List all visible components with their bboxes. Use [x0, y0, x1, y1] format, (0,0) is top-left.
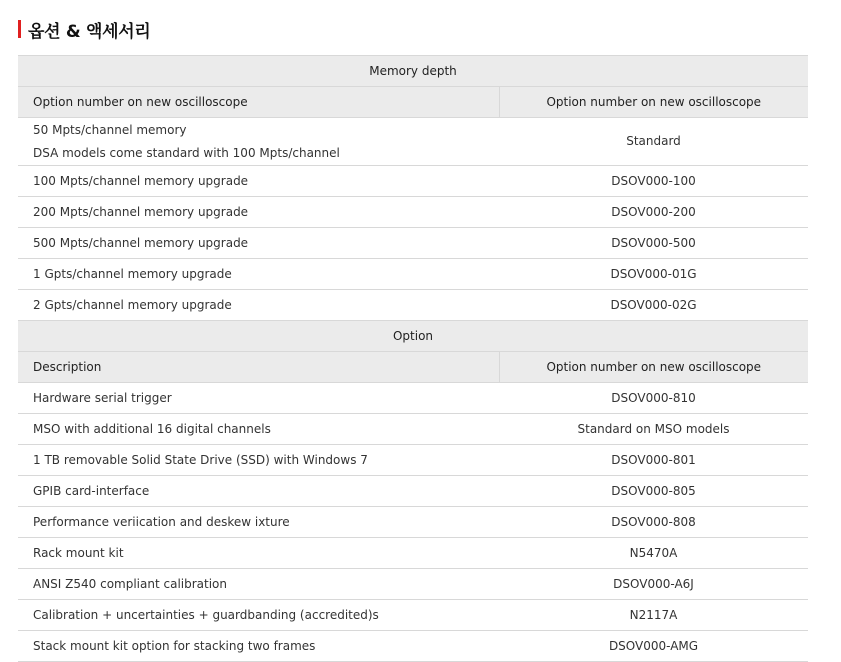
row-description: 500 Mpts/channel memory upgrade [18, 228, 499, 259]
column-header-row [18, 87, 808, 118]
table-row [18, 197, 808, 228]
table-row [18, 228, 808, 259]
table-row [18, 259, 808, 290]
table-row [18, 383, 808, 414]
row-option-number: DSOV000-01G [499, 259, 808, 290]
table-row [18, 569, 808, 600]
row-description-line2: DSA models come standard with 100 Mpts/channel [33, 145, 340, 160]
row-option-number: Standard on MSO models [499, 414, 808, 445]
row-option-number: DSOV000-808 [499, 507, 808, 538]
section-header-option [18, 321, 808, 352]
section-label: Option [18, 321, 808, 352]
column-header-left: Description [18, 352, 499, 383]
row-description: ANSI Z540 compliant calibration [18, 569, 499, 600]
row-option-number: DSOV000-200 [499, 197, 808, 228]
row-description: MSO with additional 16 digital channels [18, 414, 499, 445]
page-title: 옵션 & 액세서리 [28, 21, 151, 42]
table-row [18, 507, 808, 538]
table-row [18, 414, 808, 445]
row-option-number: DSOV000-100 [499, 166, 808, 197]
row-option-number: DSOV000-810 [499, 383, 808, 414]
table-row [18, 631, 808, 662]
row-option-number: Standard [499, 118, 808, 166]
table-row [18, 445, 808, 476]
column-header-right: Option number on new oscilloscope [499, 87, 808, 118]
table-row [18, 118, 808, 166]
row-description: Rack mount kit [18, 538, 499, 569]
row-description: 100 Mpts/channel memory upgrade [18, 166, 499, 197]
section-label: Memory depth [18, 56, 808, 87]
row-description: 2 Gpts/channel memory upgrade [18, 290, 499, 321]
section-title [18, 17, 151, 41]
row-description-line1: 50 Mpts/channel memory [33, 122, 187, 137]
row-option-number: DSOV000-02G [499, 290, 808, 321]
table-row [18, 290, 808, 321]
table-row [18, 476, 808, 507]
section-header-memory [18, 56, 808, 87]
row-description: 1 TB removable Solid State Drive (SSD) with Windows 7 [18, 445, 499, 476]
row-description: 200 Mpts/channel memory upgrade [18, 197, 499, 228]
row-description: Hardware serial trigger [18, 383, 499, 414]
column-header-left: Option number on new oscilloscope [18, 87, 499, 118]
row-description: Performance veriication and deskew ixture [18, 507, 499, 538]
column-header-row [18, 352, 808, 383]
row-option-number: DSOV000-500 [499, 228, 808, 259]
title-accent-bar [18, 20, 21, 38]
row-description: GPIB card-interface [18, 476, 499, 507]
row-option-number: N2117A [499, 600, 808, 631]
row-description: 1 Gpts/channel memory upgrade [18, 259, 499, 290]
row-description: Stack mount kit option for stacking two frames [18, 631, 499, 662]
row-option-number: DSOV000-AMG [499, 631, 808, 662]
row-description: Calibration + uncertainties + guardbanding (accredited)s [18, 600, 499, 631]
table-row [18, 600, 808, 631]
row-option-number: DSOV000-A6J [499, 569, 808, 600]
table-row [18, 166, 808, 197]
row-option-number: N5470A [499, 538, 808, 569]
row-option-number: DSOV000-801 [499, 445, 808, 476]
row-description [18, 118, 499, 166]
column-header-right: Option number on new oscilloscope [499, 352, 808, 383]
options-table [18, 55, 808, 662]
row-option-number: DSOV000-805 [499, 476, 808, 507]
table-row [18, 538, 808, 569]
